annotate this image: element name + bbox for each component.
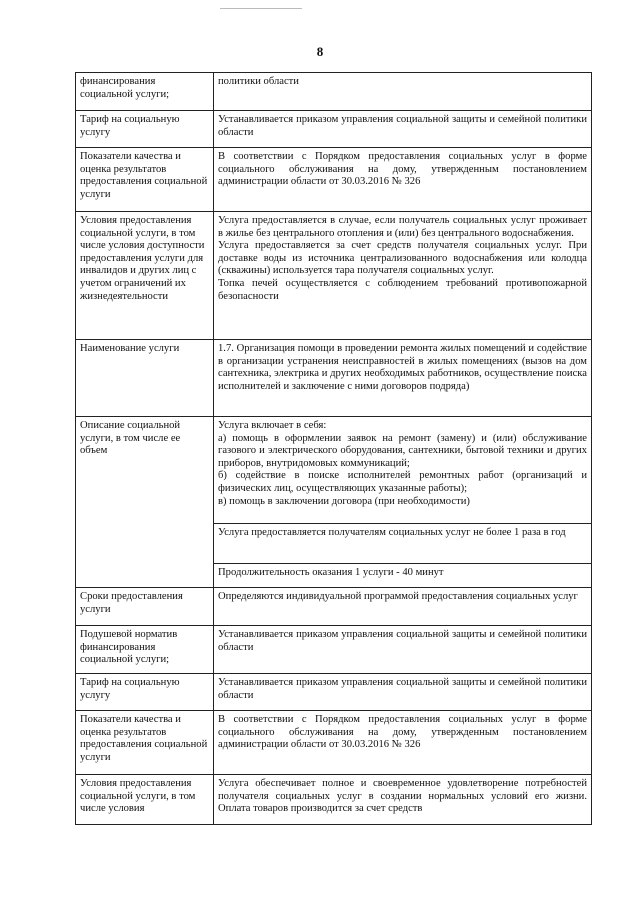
- row-label: Наименование услуги: [76, 340, 214, 417]
- row-label: Тариф на социальную услугу: [76, 111, 214, 148]
- row-value: В соответствии с Порядком предоставления социальных услуг в форме социального обслуживания на дому, утвержденным постановлением администрации области от 30.03.2016 № 326: [214, 711, 592, 775]
- table-row: [76, 148, 592, 212]
- value-paragraph: Топка печей осуществляется с соблюдением требований противопожарной безопасности: [218, 277, 587, 302]
- row-value: политики области: [214, 73, 592, 111]
- table-row: [76, 626, 592, 674]
- table-row: [76, 417, 592, 588]
- value-block: [214, 417, 591, 523]
- row-label: Подушевой норматив финансирования социальной услуги;: [76, 626, 214, 674]
- value-block: Услуга предоставляется получателям социальных услуг не более 1 раза в год: [214, 523, 591, 563]
- table-row: [76, 588, 592, 626]
- row-label: финансирования социальной услуги;: [76, 73, 214, 111]
- value-paragraph: Услуга предоставляется в случае, если получатель социальных услуг проживает в жилье без центрального отопления и (или) без центрального водоснабжения.: [218, 215, 587, 239]
- value-paragraph: в) помощь в заключении договора (при необходимости): [218, 495, 470, 507]
- row-label: Сроки предоставления услуги: [76, 588, 214, 626]
- services-table: [75, 72, 592, 825]
- value-paragraph: б) содействие в поиске исполнителей ремонтных работ (организаций и физических лиц, осуществляющих указанные работы);: [218, 470, 587, 494]
- row-value: Устанавливается приказом управления социальной защиты и семейной политики области: [214, 674, 592, 711]
- table-row: [76, 674, 592, 711]
- row-value: Услуга обеспечивает полное и своевременное удовлетворение потребностей получателя социальных услуг в создании нормальных условий его жизни. Оплата товаров производится за счет средств: [214, 775, 592, 825]
- row-label: Тариф на социальную услугу: [76, 674, 214, 711]
- value-paragraph: а) помощь в оформлении заявок на ремонт (замену) и (или) обслуживание газового и электрического оборудования, сантехники, бытовой техники и других приборов, внутридомовых коммуникаций;: [218, 432, 587, 469]
- table-row: [76, 340, 592, 417]
- row-value: Устанавливается приказом управления социальной защиты и семейной политики области: [214, 626, 592, 674]
- top-rule: [220, 8, 302, 9]
- row-label: Описание социальной услуги, в том числе ее объем: [76, 417, 214, 588]
- value-block: Продолжительность оказания 1 услуги - 40 минут: [214, 563, 591, 587]
- table-row: [76, 212, 592, 340]
- row-value: Устанавливается приказом управления социальной защиты и семейной политики области: [214, 111, 592, 148]
- table-row: [76, 73, 592, 111]
- row-value: В соответствии с Порядком предоставления социальных услуг в форме социального обслуживания на дому, утвержденным постановлением администрации области от 30.03.2016 № 326: [214, 148, 592, 212]
- row-value: [214, 417, 592, 588]
- row-label: Условия предоставления социальной услуги, в том числе условия доступности предоставления услуги для инвалидов и других лиц с учетом ограничений их жизнедеятельности: [76, 212, 214, 340]
- table-row: [76, 775, 592, 825]
- row-label: Условия предоставления социальной услуги, в том числе условия: [76, 775, 214, 825]
- value-paragraph: Услуга предоставляется за счет средств получателя социальных услуг. При доставке воды из источника централизованного водоснабжения или колодца (скважины) используется тара получателя социальных услуг.: [218, 240, 587, 277]
- value-paragraph: Услуга включает в себя:: [218, 420, 327, 431]
- row-value: [214, 212, 592, 340]
- row-value: Определяются индивидуальной программой предоставления социальных услуг: [214, 588, 592, 626]
- page-number: 8: [316, 44, 324, 59]
- row-value: 1.7. Организация помощи в проведении ремонта жилых помещений и содействие в организации устранения неисправностей в жилых помещениях (вызов на дом сантехника, электрика и других необходимых работников, осуществление поиска исполнителей и заключение с ними договоров подряда): [214, 340, 592, 417]
- table-row: [76, 711, 592, 775]
- row-label: Показатели качества и оценка результатов предоставления социальной услуги: [76, 711, 214, 775]
- row-label: Показатели качества и оценка результатов предоставления социальной услуги: [76, 148, 214, 212]
- table-row: [76, 111, 592, 148]
